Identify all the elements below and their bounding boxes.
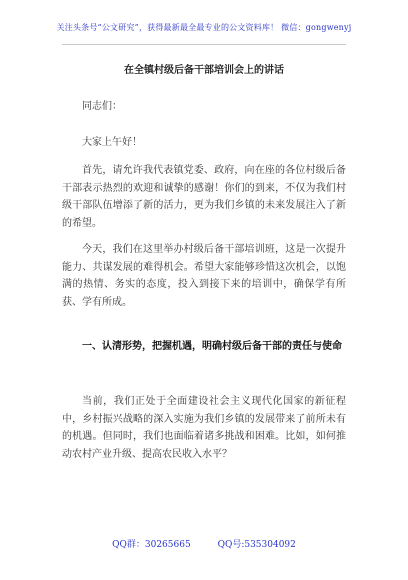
section-heading: 一、认清形势，把握机遇，明确村级后备干部的责任与使命 bbox=[82, 341, 342, 352]
footer-qq-group: QQ群：30265665 bbox=[112, 540, 191, 550]
header-divider bbox=[62, 44, 346, 45]
footer-contact bbox=[0, 537, 408, 550]
paragraph-section: 当前，我们正处于全面建设社会主义现代化国家的新征程中，乡村振兴战略的深入实施为我们乡镇的发展带来了前所未有的机遇。但同时，我们也面临着诸多挑战和困难。比如，如何推动农村产业升级、提高农民收入水平？ bbox=[62, 396, 346, 460]
header-banner: 关注头条号“公文研究”，获得最新最全最专业的公文资料库！ 微信：gongwenyj bbox=[56, 23, 352, 32]
paragraph-training: 今天，我们在这里举办村级后备干部培训班，这是一次提升能力、共谋发展的难得机会。希望大家能够珍惜这次机会，以饱满的热情、务实的态度，投入到接下来的培训中，确保学有所获、学有所成。 bbox=[62, 244, 346, 308]
salutation: 同志们： bbox=[82, 101, 122, 112]
paragraph-opening: 首先，请允许我代表镇党委、政府，向在座的各位村级后备干部表示热烈的欢迎和诚挚的感谢！你们的到来，不仅为我们村级干部队伍增添了新的活力，更为我们乡镇的未来发展注入了新的希望。 bbox=[62, 165, 346, 229]
footer-qq-number: QQ号:535304092 bbox=[217, 540, 296, 550]
document-title: 在全镇村级后备干部培训会上的讲话 bbox=[124, 65, 284, 76]
greeting: 大家上午好！ bbox=[82, 137, 142, 148]
